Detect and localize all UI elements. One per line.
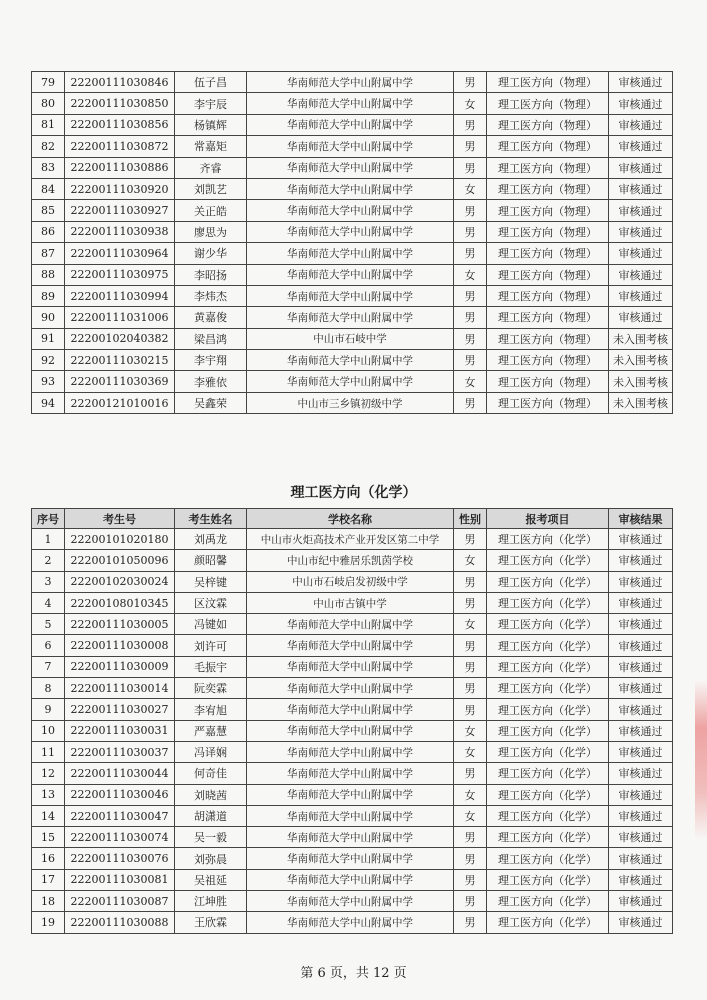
cell-index: 11 <box>32 741 65 762</box>
cell-result: 审核通过 <box>609 114 673 135</box>
cell-school: 华南师范大学中山附属中学 <box>247 741 454 762</box>
cell-program: 理工医方向（物理） <box>487 328 609 349</box>
cell-exam-id: 22200111030938 <box>65 221 175 242</box>
cell-result: 审核通过 <box>609 93 673 114</box>
cell-exam-id: 22200111030009 <box>65 656 175 677</box>
cell-school: 华南师范大学中山附属中学 <box>247 763 454 784</box>
table-row <box>32 136 673 157</box>
cell-index: 19 <box>32 912 65 933</box>
cell-exam-id: 22200111030994 <box>65 285 175 306</box>
cell-name: 常嘉矩 <box>175 136 247 157</box>
cell-index: 92 <box>32 350 65 371</box>
table-row <box>32 93 673 114</box>
cell-name: 刘晓茜 <box>175 784 247 805</box>
cell-index: 10 <box>32 720 65 741</box>
cell-result: 审核通过 <box>609 805 673 826</box>
cell-index: 85 <box>32 200 65 221</box>
cell-exam-id: 22200111030047 <box>65 805 175 826</box>
table-row <box>32 550 673 571</box>
cell-index: 9 <box>32 699 65 720</box>
cell-name: 冯译娴 <box>175 741 247 762</box>
cell-program: 理工医方向（化学） <box>487 614 609 635</box>
cell-school: 华南师范大学中山附属中学 <box>247 699 454 720</box>
cell-index: 2 <box>32 550 65 571</box>
table-row <box>32 869 673 890</box>
cell-gender: 男 <box>454 656 487 677</box>
cell-school: 华南师范大学中山附属中学 <box>247 614 454 635</box>
cell-school: 中山市火炬高技术产业开发区第二中学 <box>247 529 454 550</box>
cell-index: 5 <box>32 614 65 635</box>
cell-program: 理工医方向（物理） <box>487 93 609 114</box>
cell-index: 81 <box>32 114 65 135</box>
cell-gender: 女 <box>454 550 487 571</box>
cell-program: 理工医方向（物理） <box>487 221 609 242</box>
cell-exam-id: 22200111031006 <box>65 307 175 328</box>
cell-index: 89 <box>32 285 65 306</box>
cell-name: 胡潇道 <box>175 805 247 826</box>
cell-result: 审核通过 <box>609 529 673 550</box>
cell-name: 颜昭馨 <box>175 550 247 571</box>
cell-exam-id: 22200111030037 <box>65 741 175 762</box>
cell-name: 杨镇辉 <box>175 114 247 135</box>
cell-name: 严嘉慧 <box>175 720 247 741</box>
cell-exam-id: 22200111030088 <box>65 912 175 933</box>
table-row <box>32 741 673 762</box>
table-row <box>32 912 673 933</box>
header-school: 学校名称 <box>247 509 454 529</box>
cell-gender: 男 <box>454 285 487 306</box>
table-row <box>32 243 673 264</box>
cell-index: 94 <box>32 392 65 413</box>
cell-program: 理工医方向（物理） <box>487 307 609 328</box>
cell-school: 中山市石岐中学 <box>247 328 454 349</box>
cell-name: 江坤胜 <box>175 891 247 912</box>
cell-program: 理工医方向（物理） <box>487 371 609 392</box>
cell-exam-id: 22200111030856 <box>65 114 175 135</box>
cell-gender: 男 <box>454 114 487 135</box>
table-row <box>32 720 673 741</box>
cell-program: 理工医方向（物理） <box>487 178 609 199</box>
cell-gender: 女 <box>454 784 487 805</box>
cell-result: 审核通过 <box>609 200 673 221</box>
cell-name: 黄嘉俊 <box>175 307 247 328</box>
cell-program: 理工医方向（物理） <box>487 136 609 157</box>
cell-school: 华南师范大学中山附属中学 <box>247 635 454 656</box>
cell-school: 华南师范大学中山附属中学 <box>247 136 454 157</box>
cell-gender: 男 <box>454 912 487 933</box>
cell-result: 审核通过 <box>609 178 673 199</box>
cell-result: 审核通过 <box>609 869 673 890</box>
cell-school: 中山市石岐启发初级中学 <box>247 571 454 592</box>
cell-program: 理工医方向（化学） <box>487 529 609 550</box>
cell-gender: 女 <box>454 371 487 392</box>
cell-gender: 男 <box>454 157 487 178</box>
cell-program: 理工医方向（物理） <box>487 285 609 306</box>
table-row <box>32 763 673 784</box>
table-row <box>32 656 673 677</box>
cell-school: 华南师范大学中山附属中学 <box>247 114 454 135</box>
cell-result: 审核通过 <box>609 571 673 592</box>
cell-index: 87 <box>32 243 65 264</box>
cell-school: 华南师范大学中山附属中学 <box>247 221 454 242</box>
chemistry-results-body <box>32 529 673 934</box>
table-row <box>32 529 673 550</box>
cell-gender: 男 <box>454 571 487 592</box>
cell-gender: 男 <box>454 891 487 912</box>
cell-index: 13 <box>32 784 65 805</box>
table-row <box>32 571 673 592</box>
cell-result: 审核通过 <box>609 221 673 242</box>
cell-index: 6 <box>32 635 65 656</box>
cell-name: 梁昌鸿 <box>175 328 247 349</box>
cell-index: 16 <box>32 848 65 869</box>
cell-name: 廖思为 <box>175 221 247 242</box>
cell-result: 审核通过 <box>609 614 673 635</box>
cell-name: 何奇佳 <box>175 763 247 784</box>
cell-name: 刘许可 <box>175 635 247 656</box>
cell-name: 冯键如 <box>175 614 247 635</box>
cell-gender: 女 <box>454 805 487 826</box>
cell-index: 88 <box>32 264 65 285</box>
cell-result: 未入围考核 <box>609 392 673 413</box>
cell-school: 华南师范大学中山附属中学 <box>247 827 454 848</box>
cell-exam-id: 22200111030215 <box>65 350 175 371</box>
cell-index: 12 <box>32 763 65 784</box>
cell-name: 李宇辰 <box>175 93 247 114</box>
cell-school: 华南师范大学中山附属中学 <box>247 912 454 933</box>
cell-program: 理工医方向（化学） <box>487 827 609 848</box>
cell-exam-id: 22200108010345 <box>65 592 175 613</box>
cell-program: 理工医方向（化学） <box>487 592 609 613</box>
cell-name: 关正皓 <box>175 200 247 221</box>
cell-school: 华南师范大学中山附属中学 <box>247 869 454 890</box>
cell-result: 审核通过 <box>609 243 673 264</box>
cell-exam-id: 22200111030369 <box>65 371 175 392</box>
cell-index: 3 <box>32 571 65 592</box>
cell-name: 李宇翔 <box>175 350 247 371</box>
cell-index: 79 <box>32 72 65 93</box>
cell-school: 华南师范大学中山附属中学 <box>247 307 454 328</box>
cell-gender: 男 <box>454 221 487 242</box>
cell-gender: 男 <box>454 848 487 869</box>
cell-result: 未入围考核 <box>609 371 673 392</box>
cell-name: 毛振宇 <box>175 656 247 677</box>
cell-program: 理工医方向（化学） <box>487 912 609 933</box>
cell-program: 理工医方向（物理） <box>487 350 609 371</box>
cell-program: 理工医方向（化学） <box>487 635 609 656</box>
cell-index: 17 <box>32 869 65 890</box>
table-header-row <box>32 509 673 529</box>
cell-exam-id: 22200111030872 <box>65 136 175 157</box>
cell-name: 吴祖延 <box>175 869 247 890</box>
cell-result: 审核通过 <box>609 285 673 306</box>
cell-school: 华南师范大学中山附属中学 <box>247 93 454 114</box>
cell-index: 82 <box>32 136 65 157</box>
cell-exam-id: 22200111030076 <box>65 848 175 869</box>
cell-result: 审核通过 <box>609 136 673 157</box>
cell-gender: 男 <box>454 678 487 699</box>
header-exam-id: 考生号 <box>65 509 175 529</box>
cell-name: 阮奕霖 <box>175 678 247 699</box>
cell-exam-id: 22200111030920 <box>65 178 175 199</box>
cell-index: 83 <box>32 157 65 178</box>
cell-name: 李雅依 <box>175 371 247 392</box>
cell-exam-id: 22200101020180 <box>65 529 175 550</box>
table-row <box>32 635 673 656</box>
cell-program: 理工医方向（化学） <box>487 720 609 741</box>
cell-school: 华南师范大学中山附属中学 <box>247 285 454 306</box>
cell-school: 华南师范大学中山附属中学 <box>247 805 454 826</box>
chemistry-section-title: 理工医方向（化学） <box>290 485 417 501</box>
cell-result: 未入围考核 <box>609 350 673 371</box>
table-row <box>32 350 673 371</box>
cell-result: 审核通过 <box>609 157 673 178</box>
cell-result: 审核通过 <box>609 264 673 285</box>
cell-program: 理工医方向（化学） <box>487 699 609 720</box>
cell-exam-id: 22200102040382 <box>65 328 175 349</box>
cell-gender: 男 <box>454 72 487 93</box>
cell-result: 审核通过 <box>609 72 673 93</box>
cell-school: 中山市三乡镇初级中学 <box>247 392 454 413</box>
cell-program: 理工医方向（物理） <box>487 392 609 413</box>
header-result: 审核结果 <box>609 509 673 529</box>
cell-result: 审核通过 <box>609 635 673 656</box>
cell-gender: 男 <box>454 869 487 890</box>
red-seal-edge <box>695 680 707 840</box>
cell-name: 李炜杰 <box>175 285 247 306</box>
cell-name: 李宥旭 <box>175 699 247 720</box>
cell-index: 80 <box>32 93 65 114</box>
cell-gender: 女 <box>454 614 487 635</box>
cell-school: 华南师范大学中山附属中学 <box>247 200 454 221</box>
header-name: 考生姓名 <box>175 509 247 529</box>
table-row <box>32 221 673 242</box>
cell-school: 华南师范大学中山附属中学 <box>247 243 454 264</box>
cell-program: 理工医方向（化学） <box>487 656 609 677</box>
table-row <box>32 614 673 635</box>
cell-program: 理工医方向（物理） <box>487 264 609 285</box>
cell-name: 吴鑫荣 <box>175 392 247 413</box>
cell-gender: 女 <box>454 93 487 114</box>
cell-name: 伍子昌 <box>175 72 247 93</box>
chemistry-results-table <box>31 508 673 934</box>
cell-name: 区汶霖 <box>175 592 247 613</box>
cell-program: 理工医方向（化学） <box>487 678 609 699</box>
cell-gender: 男 <box>454 350 487 371</box>
cell-school: 华南师范大学中山附属中学 <box>247 656 454 677</box>
cell-index: 93 <box>32 371 65 392</box>
cell-result: 审核通过 <box>609 827 673 848</box>
cell-result: 未入围考核 <box>609 328 673 349</box>
table-row <box>32 827 673 848</box>
table-row <box>32 157 673 178</box>
cell-index: 91 <box>32 328 65 349</box>
cell-exam-id: 22200111030046 <box>65 784 175 805</box>
cell-school: 华南师范大学中山附属中学 <box>247 72 454 93</box>
cell-result: 审核通过 <box>609 699 673 720</box>
cell-program: 理工医方向（物理） <box>487 114 609 135</box>
cell-gender: 男 <box>454 328 487 349</box>
header-program: 报考项目 <box>487 509 609 529</box>
cell-exam-id: 22200111030927 <box>65 200 175 221</box>
cell-name: 齐睿 <box>175 157 247 178</box>
cell-program: 理工医方向（化学） <box>487 571 609 592</box>
cell-school: 华南师范大学中山附属中学 <box>247 891 454 912</box>
table-row <box>32 285 673 306</box>
cell-result: 审核通过 <box>609 550 673 571</box>
table-row <box>32 678 673 699</box>
cell-school: 华南师范大学中山附属中学 <box>247 784 454 805</box>
page-number: 第 6 页，共 12 页 <box>300 966 407 981</box>
table-row <box>32 307 673 328</box>
table-row <box>32 328 673 349</box>
physics-results-body <box>32 72 673 414</box>
cell-gender: 男 <box>454 763 487 784</box>
table-row <box>32 371 673 392</box>
cell-gender: 男 <box>454 635 487 656</box>
cell-program: 理工医方向（化学） <box>487 869 609 890</box>
cell-name: 刘弥晨 <box>175 848 247 869</box>
cell-result: 审核通过 <box>609 848 673 869</box>
cell-exam-id: 22200111030031 <box>65 720 175 741</box>
cell-gender: 男 <box>454 136 487 157</box>
table-row <box>32 392 673 413</box>
cell-name: 李昭扬 <box>175 264 247 285</box>
cell-program: 理工医方向（物理） <box>487 200 609 221</box>
cell-program: 理工医方向（化学） <box>487 848 609 869</box>
cell-exam-id: 22200111030005 <box>65 614 175 635</box>
cell-name: 谢少华 <box>175 243 247 264</box>
table-row <box>32 891 673 912</box>
cell-school: 中山市纪中雅居乐凯茵学校 <box>247 550 454 571</box>
cell-gender: 男 <box>454 699 487 720</box>
cell-exam-id: 22200111030014 <box>65 678 175 699</box>
cell-gender: 女 <box>454 720 487 741</box>
cell-exam-id: 22200102030024 <box>65 571 175 592</box>
cell-index: 15 <box>32 827 65 848</box>
cell-index: 1 <box>32 529 65 550</box>
cell-exam-id: 22200111030850 <box>65 93 175 114</box>
cell-name: 刘凯艺 <box>175 178 247 199</box>
table-row <box>32 699 673 720</box>
table-row <box>32 264 673 285</box>
cell-name: 王欣霖 <box>175 912 247 933</box>
cell-gender: 男 <box>454 529 487 550</box>
cell-program: 理工医方向（化学） <box>487 891 609 912</box>
cell-index: 90 <box>32 307 65 328</box>
cell-result: 审核通过 <box>609 720 673 741</box>
cell-program: 理工医方向（化学） <box>487 763 609 784</box>
cell-exam-id: 22200101050096 <box>65 550 175 571</box>
cell-school: 华南师范大学中山附属中学 <box>247 371 454 392</box>
cell-index: 4 <box>32 592 65 613</box>
cell-result: 审核通过 <box>609 784 673 805</box>
cell-school: 华南师范大学中山附属中学 <box>247 264 454 285</box>
cell-result: 审核通过 <box>609 912 673 933</box>
cell-gender: 男 <box>454 592 487 613</box>
cell-exam-id: 22200111030027 <box>65 699 175 720</box>
cell-exam-id: 22200111030886 <box>65 157 175 178</box>
cell-result: 审核通过 <box>609 891 673 912</box>
cell-index: 18 <box>32 891 65 912</box>
cell-result: 审核通过 <box>609 763 673 784</box>
table-row <box>32 114 673 135</box>
cell-gender: 女 <box>454 178 487 199</box>
header-gender: 性别 <box>454 509 487 529</box>
cell-index: 14 <box>32 805 65 826</box>
table-row <box>32 805 673 826</box>
cell-result: 审核通过 <box>609 307 673 328</box>
cell-exam-id: 22200121010016 <box>65 392 175 413</box>
cell-program: 理工医方向（化学） <box>487 550 609 571</box>
cell-gender: 男 <box>454 200 487 221</box>
cell-exam-id: 22200111030964 <box>65 243 175 264</box>
cell-school: 华南师范大学中山附属中学 <box>247 848 454 869</box>
table-row <box>32 200 673 221</box>
cell-index: 7 <box>32 656 65 677</box>
cell-exam-id: 22200111030044 <box>65 763 175 784</box>
cell-index: 86 <box>32 221 65 242</box>
cell-gender: 男 <box>454 243 487 264</box>
cell-name: 刘禹龙 <box>175 529 247 550</box>
cell-gender: 男 <box>454 307 487 328</box>
cell-gender: 女 <box>454 264 487 285</box>
cell-exam-id: 22200111030846 <box>65 72 175 93</box>
header-index: 序号 <box>32 509 65 529</box>
cell-school: 华南师范大学中山附属中学 <box>247 720 454 741</box>
cell-result: 审核通过 <box>609 656 673 677</box>
cell-exam-id: 22200111030074 <box>65 827 175 848</box>
cell-school: 华南师范大学中山附属中学 <box>247 178 454 199</box>
cell-exam-id: 22200111030081 <box>65 869 175 890</box>
cell-gender: 女 <box>454 741 487 762</box>
table-row <box>32 592 673 613</box>
table-row <box>32 784 673 805</box>
cell-index: 8 <box>32 678 65 699</box>
cell-index: 84 <box>32 178 65 199</box>
cell-school: 华南师范大学中山附属中学 <box>247 350 454 371</box>
cell-exam-id: 22200111030975 <box>65 264 175 285</box>
cell-school: 华南师范大学中山附属中学 <box>247 678 454 699</box>
physics-results-table <box>31 71 673 414</box>
cell-program: 理工医方向（物理） <box>487 157 609 178</box>
cell-school: 华南师范大学中山附属中学 <box>247 157 454 178</box>
cell-program: 理工医方向（化学） <box>487 784 609 805</box>
cell-program: 理工医方向（物理） <box>487 72 609 93</box>
cell-name: 吴一毅 <box>175 827 247 848</box>
cell-gender: 男 <box>454 827 487 848</box>
table-row <box>32 72 673 93</box>
cell-result: 审核通过 <box>609 741 673 762</box>
table-row <box>32 848 673 869</box>
table-row <box>32 178 673 199</box>
cell-school: 中山市古镇中学 <box>247 592 454 613</box>
cell-exam-id: 22200111030087 <box>65 891 175 912</box>
cell-exam-id: 22200111030008 <box>65 635 175 656</box>
cell-result: 审核通过 <box>609 678 673 699</box>
cell-program: 理工医方向（化学） <box>487 805 609 826</box>
cell-name: 吴梓键 <box>175 571 247 592</box>
cell-gender: 男 <box>454 392 487 413</box>
cell-result: 审核通过 <box>609 592 673 613</box>
cell-program: 理工医方向（化学） <box>487 741 609 762</box>
cell-program: 理工医方向（物理） <box>487 243 609 264</box>
